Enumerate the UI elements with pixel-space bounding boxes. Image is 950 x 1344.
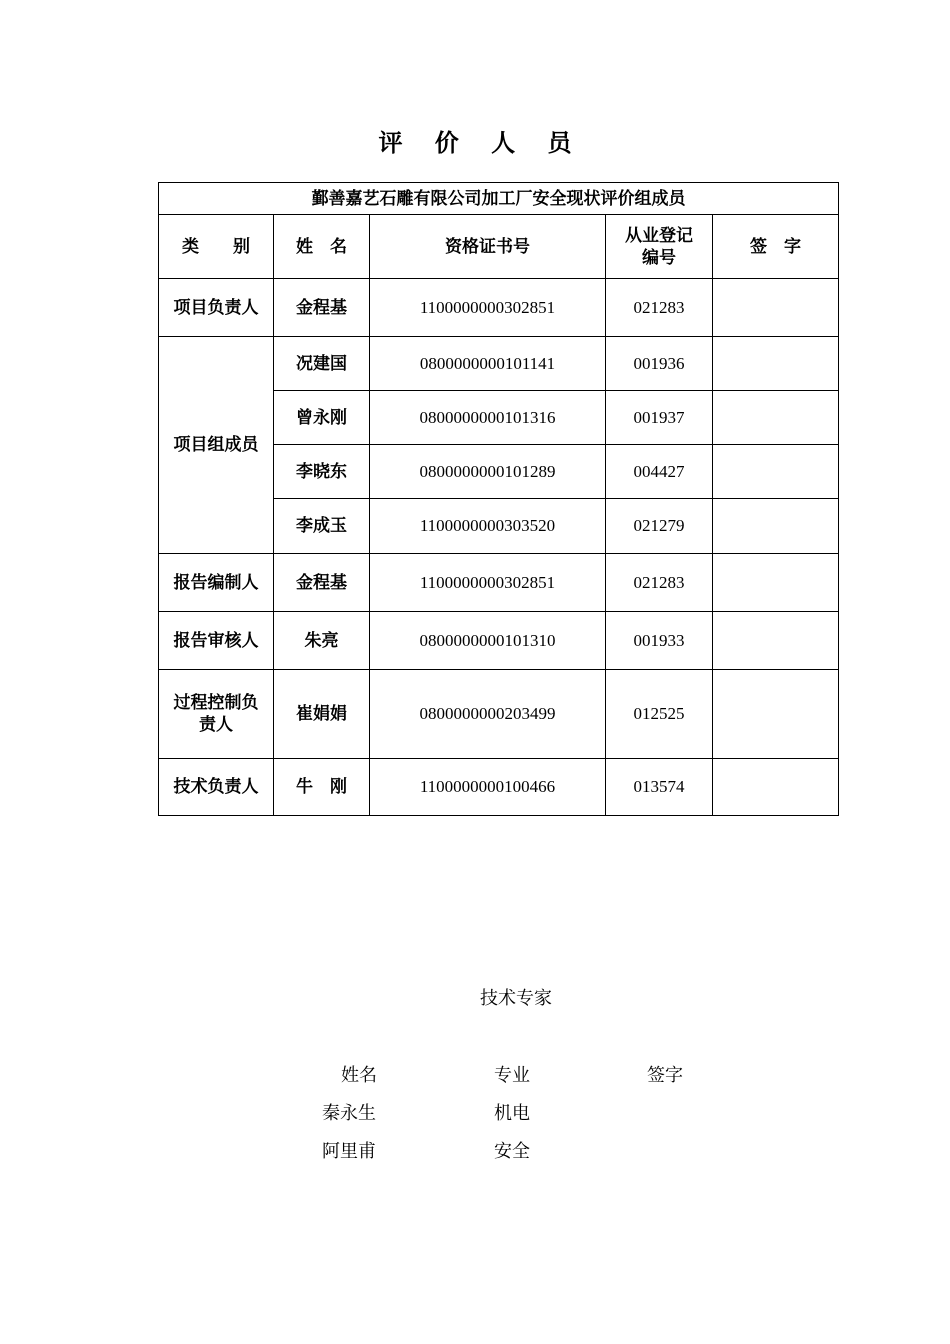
row-sign: [713, 391, 839, 445]
experts-col-name: 姓名: [341, 1065, 377, 1086]
expert-name: 阿里甫: [322, 1141, 376, 1162]
row-sign: [713, 499, 839, 554]
experts-col-sign: 签字: [647, 1065, 683, 1086]
row-reg: 001933: [606, 612, 713, 670]
row-cert: 0800000000101316: [370, 391, 606, 445]
experts-col-major: 专业: [494, 1065, 530, 1086]
row-name: 牛 刚: [274, 759, 370, 816]
row-sign: [713, 445, 839, 499]
row-reg: 012525: [606, 670, 713, 759]
row-sign: [713, 337, 839, 391]
table-caption-row: [159, 183, 839, 215]
row-category: 报告编制人: [159, 554, 274, 612]
row-reg: 004427: [606, 445, 713, 499]
header-name: 姓 名: [274, 215, 370, 279]
expert-major: 机电: [494, 1103, 530, 1124]
row-sign: [713, 612, 839, 670]
row-cert: 0800000000101141: [370, 337, 606, 391]
expert-name: 秦永生: [322, 1103, 376, 1124]
row-reg: 021283: [606, 554, 713, 612]
row-sign: [713, 759, 839, 816]
row-reg: 001937: [606, 391, 713, 445]
table-caption: 鄞善嘉艺石雕有限公司加工厂安全现状评价组成员: [159, 183, 839, 215]
row-cert: 1100000000100466: [370, 759, 606, 816]
row-category: 项目负责人: [159, 279, 274, 337]
row-sign: [713, 670, 839, 759]
row-cert: 0800000000101310: [370, 612, 606, 670]
table-row: [159, 759, 839, 816]
table-row: [159, 279, 839, 337]
evaluation-staff-table: [158, 182, 839, 816]
header-category: 类 别: [159, 215, 274, 279]
table-row: [159, 554, 839, 612]
row-reg: 021279: [606, 499, 713, 554]
row-name: 李晓东: [274, 445, 370, 499]
table-header-row: [159, 215, 839, 279]
row-reg: 013574: [606, 759, 713, 816]
table-row: [159, 670, 839, 759]
row-name: 朱亮: [274, 612, 370, 670]
row-reg: 001936: [606, 337, 713, 391]
row-sign: [713, 554, 839, 612]
experts-heading: 技术专家: [480, 988, 552, 1009]
row-cert: 0800000000203499: [370, 670, 606, 759]
row-cert: 1100000000302851: [370, 279, 606, 337]
row-name: 曾永刚: [274, 391, 370, 445]
table-row: [159, 337, 839, 391]
row-name: 金程基: [274, 279, 370, 337]
row-category: 过程控制负责人: [159, 670, 274, 759]
row-name: 李成玉: [274, 499, 370, 554]
row-cert: 1100000000302851: [370, 554, 606, 612]
table-row: [159, 612, 839, 670]
row-name: 崔娟娟: [274, 670, 370, 759]
row-category: 报告审核人: [159, 612, 274, 670]
row-name: 况建国: [274, 337, 370, 391]
row-name: 金程基: [274, 554, 370, 612]
header-sign: 签 字: [713, 215, 839, 279]
row-cert: 0800000000101289: [370, 445, 606, 499]
expert-major: 安全: [494, 1141, 530, 1162]
row-category: 项目组成员: [159, 337, 274, 554]
row-sign: [713, 279, 839, 337]
row-category: 技术负责人: [159, 759, 274, 816]
row-reg: 021283: [606, 279, 713, 337]
header-cert: 资格证书号: [370, 215, 606, 279]
page-title: 评 价 人 员: [378, 129, 584, 157]
header-reg: 从业登记编号: [606, 215, 713, 279]
row-cert: 1100000000303520: [370, 499, 606, 554]
